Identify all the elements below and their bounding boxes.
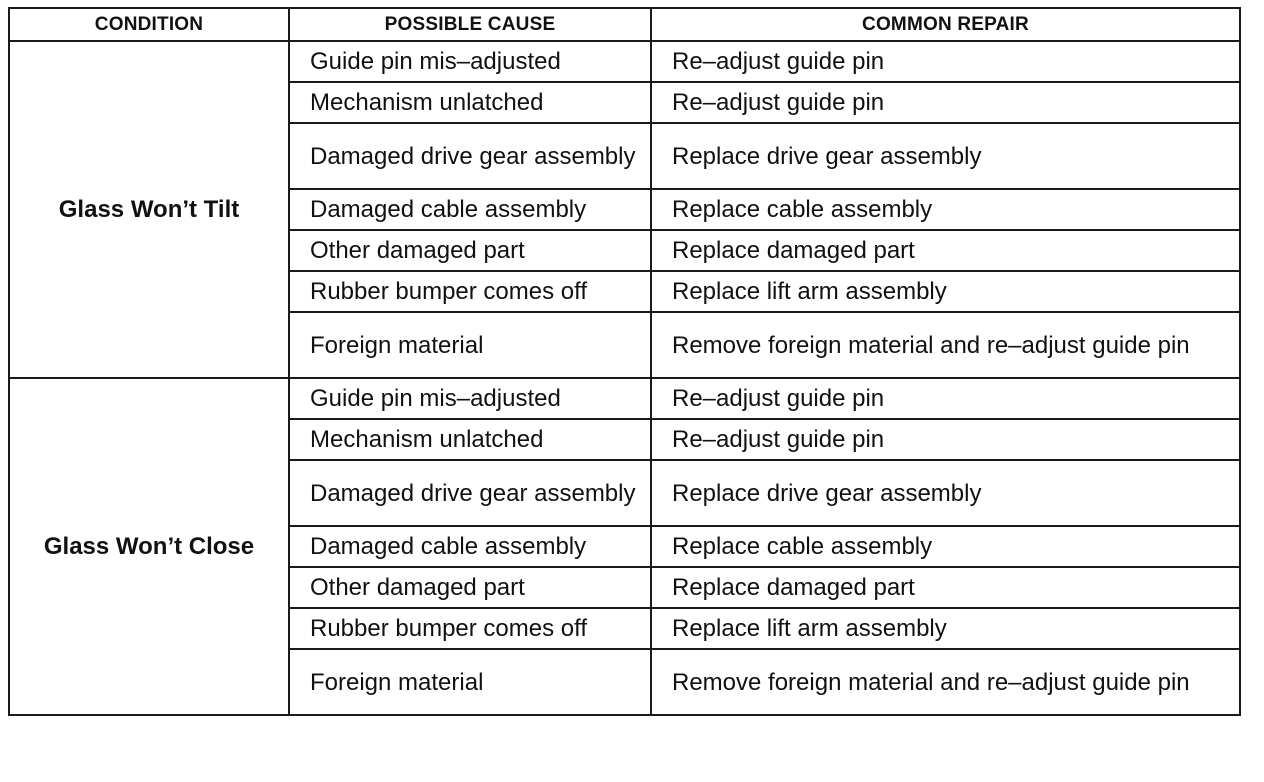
repair-cell: Replace drive gear assembly	[651, 460, 1240, 526]
repair-cell: Replace damaged part	[651, 230, 1240, 271]
cause-cell: Damaged drive gear assembly	[289, 460, 651, 526]
cause-cell: Mechanism unlatched	[289, 419, 651, 460]
cause-cell: Damaged cable assembly	[289, 189, 651, 230]
cause-cell: Other damaged part	[289, 230, 651, 271]
repair-cell: Re–adjust guide pin	[651, 419, 1240, 460]
table-row	[9, 41, 1240, 82]
cause-cell: Mechanism unlatched	[289, 82, 651, 123]
repair-cell: Replace damaged part	[651, 567, 1240, 608]
cause-cell: Damaged cable assembly	[289, 526, 651, 567]
repair-cell: Remove foreign material and re–adjust guide pin	[651, 649, 1240, 715]
repair-cell: Re–adjust guide pin	[651, 82, 1240, 123]
header-common-repair: COMMON REPAIR	[651, 8, 1240, 41]
cause-cell: Damaged drive gear assembly	[289, 123, 651, 189]
cause-cell: Foreign material	[289, 649, 651, 715]
repair-cell: Replace drive gear assembly	[651, 123, 1240, 189]
header-possible-cause: POSSIBLE CAUSE	[289, 8, 651, 41]
repair-cell: Remove foreign material and re–adjust guide pin	[651, 312, 1240, 378]
table-row	[9, 378, 1240, 419]
condition-cell: Glass Won’t Tilt	[9, 41, 289, 378]
repair-cell: Replace lift arm assembly	[651, 271, 1240, 312]
condition-cell: Glass Won’t Close	[9, 378, 289, 715]
header-condition: CONDITION	[9, 8, 289, 41]
repair-cell: Replace cable assembly	[651, 189, 1240, 230]
cause-cell: Rubber bumper comes off	[289, 608, 651, 649]
repair-cell: Re–adjust guide pin	[651, 378, 1240, 419]
cause-cell: Foreign material	[289, 312, 651, 378]
cause-cell: Guide pin mis–adjusted	[289, 41, 651, 82]
cause-cell: Rubber bumper comes off	[289, 271, 651, 312]
repair-cell: Replace cable assembly	[651, 526, 1240, 567]
diagnosis-table	[8, 7, 1241, 716]
repair-cell: Replace lift arm assembly	[651, 608, 1240, 649]
repair-cell: Re–adjust guide pin	[651, 41, 1240, 82]
header-row	[9, 8, 1240, 41]
cause-cell: Guide pin mis–adjusted	[289, 378, 651, 419]
cause-cell: Other damaged part	[289, 567, 651, 608]
